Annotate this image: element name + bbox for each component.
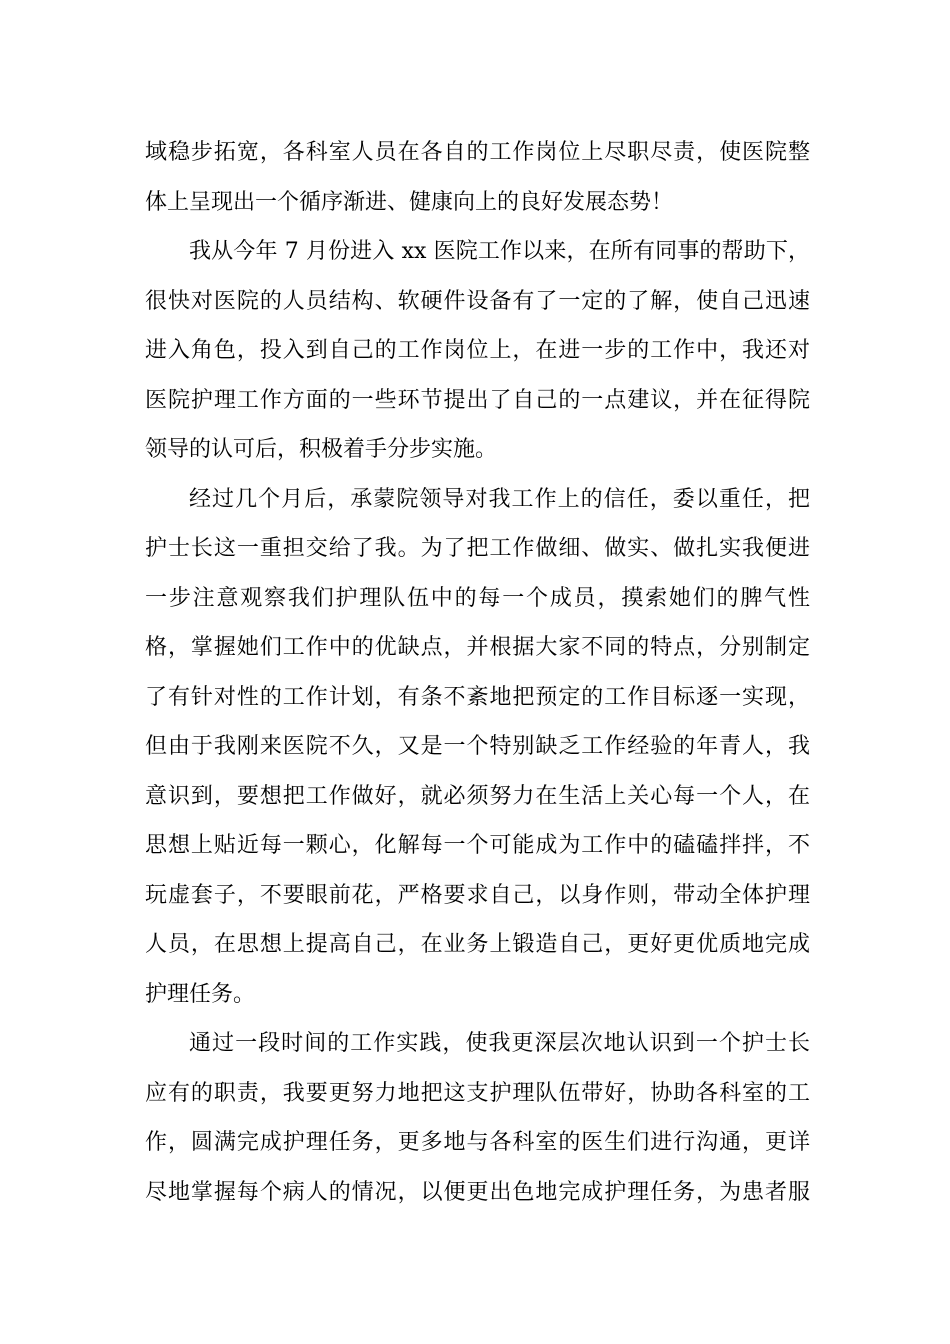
text-line: 体上呈现出一个循序渐进、健康向上的良好发展态势！ [145,189,674,215]
text-line: 玩虚套子，不要眼前花，严格要求自己，以身作则，带动全体护理 [145,882,810,908]
text-line: 应有的职责，我要更努力地把这支护理队伍带好，协助各科室的工 [145,1080,810,1106]
text-line: 护理任务。 [145,981,256,1007]
text-line: 进入角色，投入到自己的工作岗位上，在进一步的工作中，我还对 [145,338,810,363]
text-line: 意识到，要想把工作做好，就必须努力在生活上关心每一个人，在 [145,783,810,809]
document-body [145,128,810,1217]
text-line: 域稳步拓宽，各科室人员在各自的工作岗位上尽职尽责，使医院整 [145,140,810,165]
text-line: 人员，在思想上提高自己，在业务上锻造自己，更好更优质地完成 [145,932,810,957]
text-line: 了有针对性的工作计划，有条不紊地把预定的工作目标逐一实现， [145,684,810,710]
text-line: 一步注意观察我们护理队伍中的每一个成员，摸索她们的脾气性 [145,585,810,611]
text-line: 尽地掌握每个病人的情况，以便更出色地完成护理任务，为患者服 [145,1179,810,1205]
text-line: 作，圆满完成护理任务，更多地与各科室的医生们进行沟通，更详 [145,1130,810,1155]
paragraph-first-line: 我从今年 7 月份进入 xx 医院工作以来，在所有同事的帮助下， [189,239,810,264]
text-line: 但由于我刚来医院不久，又是一个特别缺乏工作经验的年青人，我 [145,734,810,759]
text-line: 很快对医院的人员结构、软硬件设备有了一定的了解，使自己迅速 [145,288,810,314]
paragraph-first-line: 经过几个月后，承蒙院领导对我工作上的信任，委以重任，把 [189,486,810,512]
text-line: 医院护理工作方面的一些环节提出了自己的一点建议，并在征得院 [145,387,810,413]
paragraph-first-line: 通过一段时间的工作实践，使我更深层次地认识到一个护士长 [189,1031,810,1056]
text-line: 思想上贴近每一颗心，化解每一个可能成为工作中的磕磕拌拌，不 [145,833,810,858]
text-line: 护士长这一重担交给了我。为了把工作做细、做实、做扎实我便进 [145,536,810,561]
text-line: 格，掌握她们工作中的优缺点，并根据大家不同的特点，分别制定 [145,635,810,660]
text-line: 领导的认可后，积极着手分步实施。 [145,437,498,462]
